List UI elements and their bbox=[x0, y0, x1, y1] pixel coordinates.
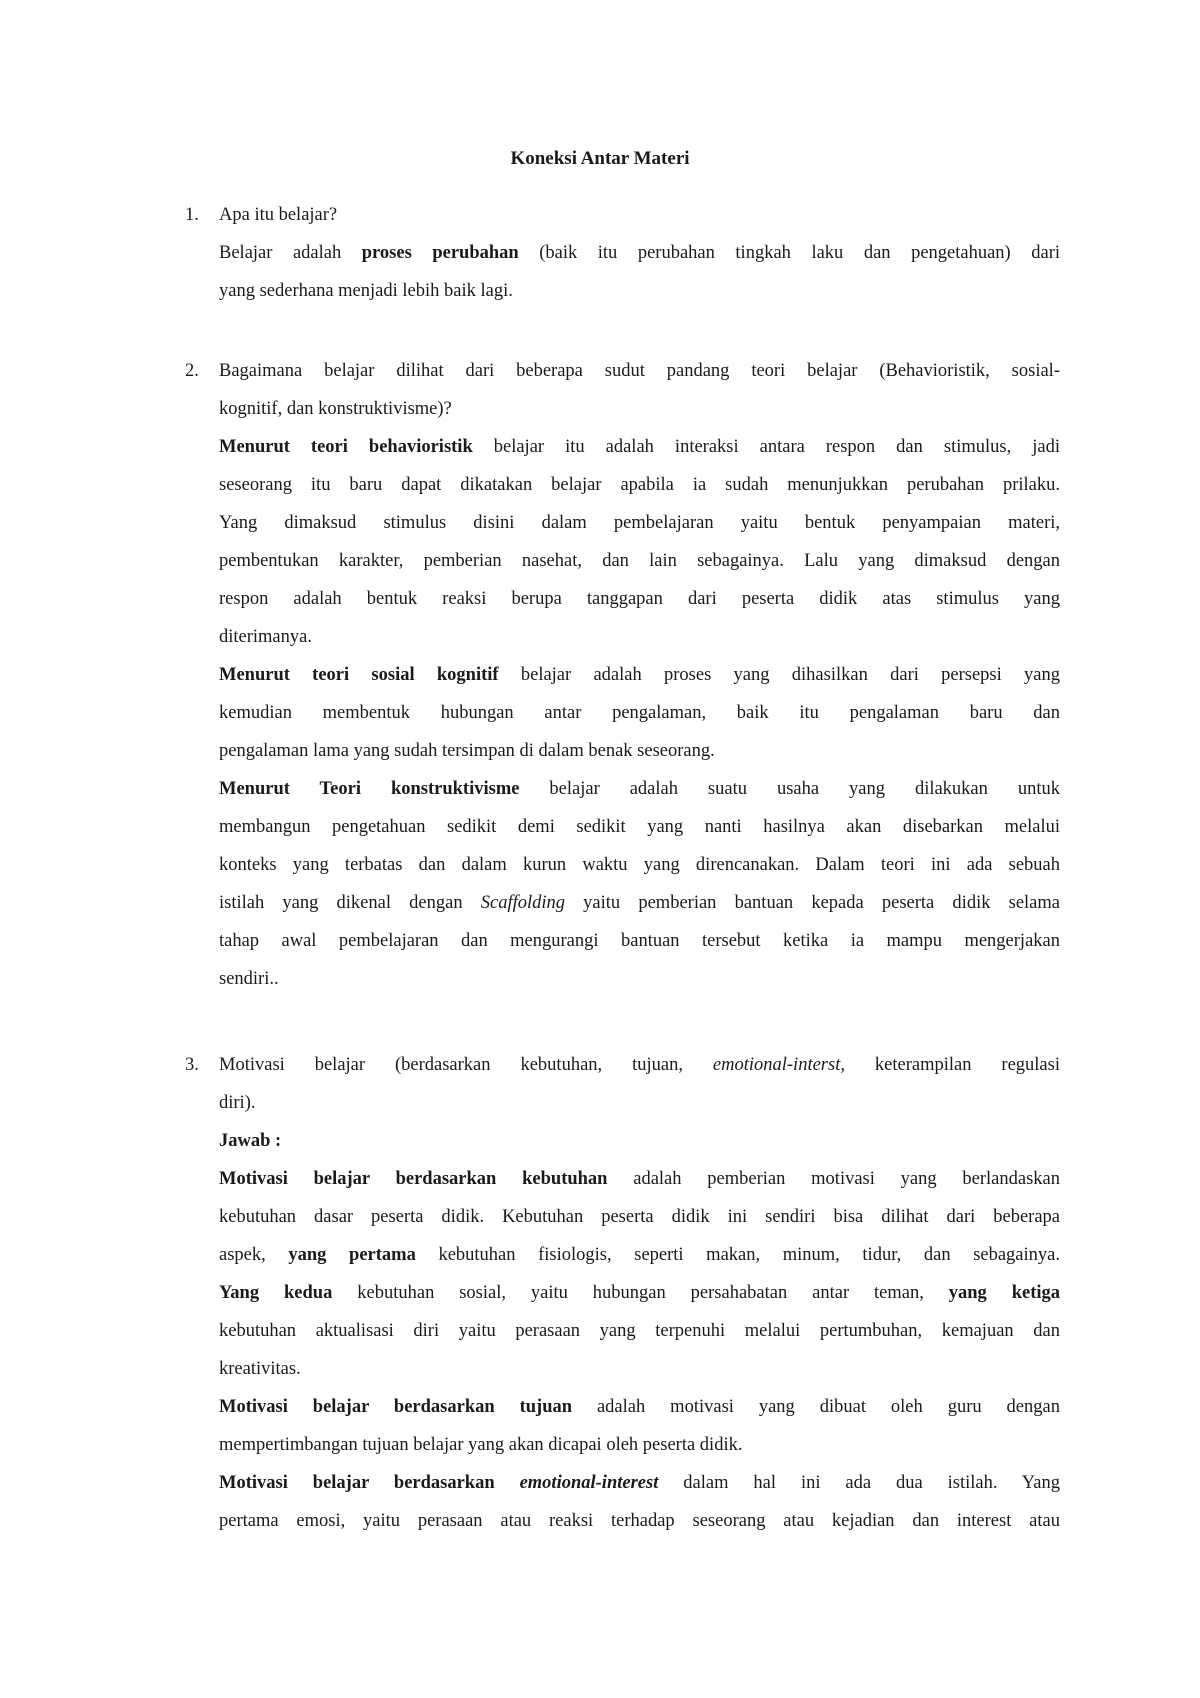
item-content bbox=[219, 196, 1060, 310]
bold-term: yang ketiga bbox=[948, 1283, 1060, 1303]
bold-term: yang pertama bbox=[288, 1245, 416, 1265]
answer-line: yang sederhana menjadi lebih baik lagi. bbox=[219, 281, 513, 301]
bold-term: proses perubahan bbox=[361, 243, 519, 263]
paragraph-line: aspek, yang pertama kebutuhan fisiologis, seperti makan, minum, tidur, dan sebagainya. bbox=[219, 1245, 1060, 1265]
paragraph-line: respon adalah bentuk reaksi berupa tanggapan dari peserta didik atas stimulus yang bbox=[219, 589, 1060, 609]
bold-italic-term: emotional-interest bbox=[519, 1473, 659, 1493]
paragraph-line: istilah yang dikenal dengan Scaffolding yaitu pemberian bantuan kepada peserta didik selama bbox=[219, 893, 1060, 913]
paragraph-line: tahap awal pembelajaran dan mengurangi bantuan tersebut ketika ia mampu mengerjakan bbox=[219, 931, 1060, 951]
paragraph-line: Motivasi belajar berdasarkan emotional-interest dalam hal ini ada dua istilah. Yang bbox=[219, 1473, 1060, 1493]
paragraph-line: pengalaman lama yang sudah tersimpan di dalam benak seseorang. bbox=[219, 741, 715, 761]
question-text: Apa itu belajar? bbox=[219, 205, 338, 225]
bold-term: Motivasi belajar berdasarkan tujuan bbox=[219, 1397, 573, 1417]
item-content bbox=[219, 352, 1060, 998]
paragraph-line: diterimanya. bbox=[219, 627, 312, 647]
bold-term: Menurut teori behavioristik bbox=[219, 437, 473, 457]
paragraph-line: kebutuhan aktualisasi diri yaitu perasaan yang terpenuhi melalui pertumbuhan, kemajuan dan bbox=[219, 1321, 1060, 1341]
paragraph-line: Yang kedua kebutuhan sosial, yaitu hubungan persahabatan antar teman, yang ketiga bbox=[219, 1283, 1060, 1303]
paragraph-line: Menurut Teori konstruktivisme belajar adalah suatu usaha yang dilakukan untuk bbox=[219, 779, 1060, 799]
paragraph-line: membangun pengetahuan sedikit demi sedikit yang nanti hasilnya akan disebarkan melalui bbox=[219, 817, 1060, 837]
item-number: 3. bbox=[185, 1055, 199, 1075]
paragraph-line: Menurut teori sosial kognitif belajar adalah proses yang dihasilkan dari persepsi yang bbox=[219, 665, 1060, 685]
bold-term: Motivasi belajar berdasarkan kebutuhan bbox=[219, 1169, 608, 1189]
paragraph-line: Motivasi belajar berdasarkan kebutuhan adalah pemberian motivasi yang berlandaskan bbox=[219, 1169, 1060, 1189]
paragraph-line: Yang dimaksud stimulus disini dalam pembelajaran yaitu bentuk penyampaian materi, bbox=[219, 513, 1060, 533]
answer-line: Belajar adalah proses perubahan (baik itu perubahan tingkah laku dan pengetahuan) dari bbox=[219, 243, 1060, 263]
question-line: kognitif, dan konstruktivisme)? bbox=[219, 399, 452, 419]
paragraph-line: kemudian membentuk hubungan antar pengalaman, baik itu pengalaman baru dan bbox=[219, 703, 1060, 723]
question-line: Bagaimana belajar dilihat dari beberapa sudut pandang teori belajar (Behavioristik, sosial- bbox=[219, 361, 1060, 381]
italic-term: emotional-interst, bbox=[712, 1055, 845, 1075]
paragraph-line: kebutuhan dasar peserta didik. Kebutuhan peserta didik ini sendiri bisa dilihat dari beberapa bbox=[219, 1207, 1060, 1227]
item-content bbox=[219, 1046, 1060, 1540]
item-number: 1. bbox=[185, 205, 199, 225]
paragraph-line: kreativitas. bbox=[219, 1359, 301, 1379]
bold-term: Menurut Teori konstruktivisme bbox=[219, 779, 520, 799]
item-number: 2. bbox=[185, 361, 199, 381]
paragraph-line: mempertimbangan tujuan belajar yang akan dicapai oleh peserta didik. bbox=[219, 1435, 743, 1455]
question-line: diri). bbox=[219, 1093, 256, 1113]
paragraph-line: konteks yang terbatas dan dalam kurun waktu yang direncanakan. Dalam teori ini ada sebuah bbox=[219, 855, 1060, 875]
paragraph-line: sendiri.. bbox=[219, 969, 279, 989]
document-title: Koneksi Antar Materi bbox=[510, 148, 690, 169]
bold-term: Yang kedua bbox=[219, 1283, 333, 1303]
bold-term: Menurut teori sosial kognitif bbox=[219, 665, 499, 685]
answer-label: Jawab : bbox=[219, 1131, 282, 1151]
paragraph-line: seseorang itu baru dapat dikatakan belajar apabila ia sudah menunjukkan perubahan prilaku. bbox=[219, 475, 1060, 495]
paragraph-line: Menurut teori behavioristik belajar itu adalah interaksi antara respon dan stimulus, jadi bbox=[219, 437, 1060, 457]
paragraph-line: pertama emosi, yaitu perasaan atau reaksi terhadap seseorang atau kejadian dan interest atau bbox=[219, 1511, 1060, 1531]
bold-term: Motivasi belajar berdasarkan bbox=[219, 1473, 520, 1493]
question-line: Motivasi belajar (berdasarkan kebutuhan, tujuan, emotional-interst, keterampilan regulasi bbox=[219, 1055, 1060, 1075]
italic-term: Scaffolding bbox=[480, 893, 566, 913]
paragraph-line: Motivasi belajar berdasarkan tujuan adalah motivasi yang dibuat oleh guru dengan bbox=[219, 1397, 1060, 1417]
paragraph-line: pembentukan karakter, pemberian nasehat, dan lain sebagainya. Lalu yang dimaksud dengan bbox=[219, 551, 1060, 571]
